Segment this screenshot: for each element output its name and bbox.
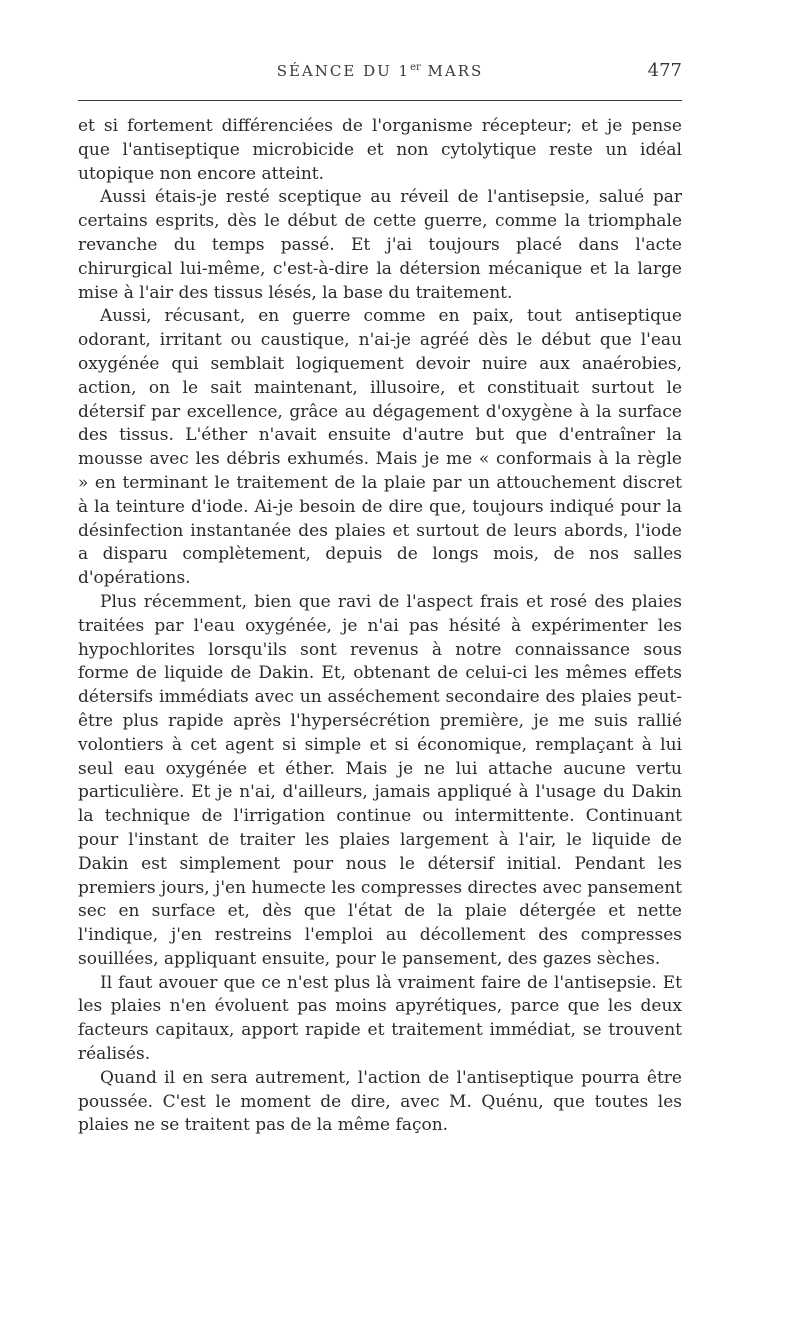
running-title-prefix: SÉANCE DU 1: [276, 62, 411, 80]
paragraph-1: et si fortement différenciées de l'organisme récepteur; et je pense que l'antiseptique microbicide et non cytolytique reste un idéal utopique non encore atteint.: [78, 116, 682, 184]
paragraph-5: Il faut avouer que ce n'est plus là vraiment faire de l'antisepsie. Et les plaies n'en évoluent pas moins apyrétiques, parce que les deux facteurs capitaux, apport rapide et traitement immédiat, se trouvent réalisés.: [78, 972, 682, 1065]
running-title-suffix: MARS: [420, 62, 484, 80]
running-title: [78, 62, 682, 80]
paragraph-3: Aussi, récusant, en guerre comme en paix, tout antiseptique odorant, irritant ou caustique, n'ai-je agréé dès le début que l'eau oxygénée qui semblait logiquement devoir nuire aux anaérobies, action, on le sait maintenant, illusoire, et constituait surtout le détersif par excellence, grâce au dégagement d'oxygène à la surface des tissus. L'éther n'avait ensuite d'autre but que d'entraîner la mousse avec les débris exhumés. Mais je me « conformais à la règle » en terminant le traitement de la plaie par un attouchement discret à la teinture d'iode. Ai-je besoin de dire que, toujours indiqué pour la désinfection instantanée des plaies et surtout de leurs abords, l'iode a disparu complètement, depuis de longs mois, de nos salles d'opérations.: [78, 306, 682, 589]
paragraph-2: Aussi étais-je resté sceptique au réveil de l'antisepsie, salué par certains esprits, dès le début de cette guerre, comme la triomphale revanche du temps passé. Et j'ai toujours placé dans l'acte chirurgical lui-même, c'est-à-dire la détersion mécanique et la large mise à l'air des tissus lésés, la base du traitement.: [78, 187, 682, 303]
paragraph-6: Quand il en sera autrement, l'action de l'antiseptique pourra être poussée. C'est le moment de dire, avec M. Quénu, que toutes les plaies ne se traitent pas de la même façon.: [78, 1067, 682, 1136]
header-rule: [78, 100, 682, 101]
paragraph-4: Plus récemment, bien que ravi de l'aspect frais et rosé des plaies traitées par l'eau oxygénée, je n'ai pas hésité à expérimenter les hypochlorites lorsqu'ils sont revenus à notre connaissance sous forme de liquide de Dakin. Et, obtenant de celui-ci les mêmes effets détersifs immédiats avec un asséchement secondaire des plaies peut-être plus rapide après l'hypersécrétion première, je me suis rallié volontiers à cet agent si simple et si économique, remplaçant à lui seul eau oxygénée et éther. Mais je ne lui attache aucune vertu particulière. Et je n'ai, d'ailleurs, jamais appliqué à l'usage du Dakin la technique de l'irrigation continue ou intermittente. Continuant pour l'instant de traiter les plaies largement à l'air, le liquide de Dakin est simplement pour nous le détersif initial. Pendant les premiers jours, j'en humecte les compresses directes avec pansement sec en surface et, dès que l'état de la plaie détergée et nette l'indique, j'en restreins l'emploi au décollement des compresses souillées, appliquant ensuite, pour le pansement, des gazes sèches.: [78, 591, 682, 969]
book-page: [78, 60, 682, 1138]
running-title-superscript: er: [410, 62, 421, 73]
page-number: 477: [647, 60, 682, 81]
running-head: [78, 60, 682, 90]
body-text: [78, 115, 682, 1138]
